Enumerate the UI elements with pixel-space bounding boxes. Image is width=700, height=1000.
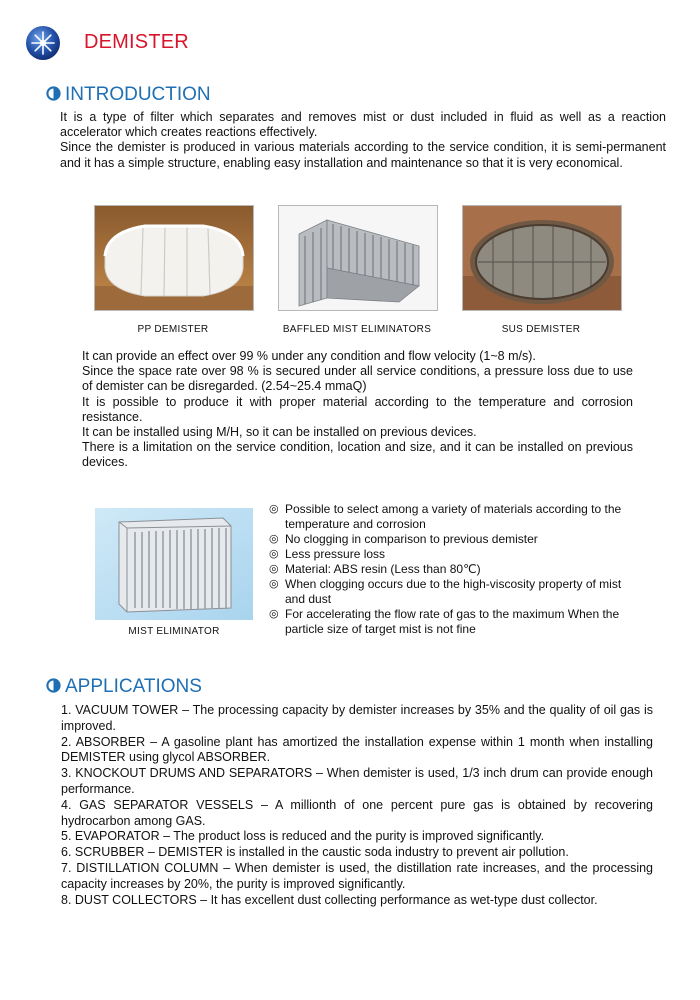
baffled-mist-eliminators-photo [278, 205, 438, 311]
feature-item [269, 562, 629, 577]
sus-demister-photo [462, 205, 622, 311]
application-item: 1. VACUUM TOWER – The processing capacity by demister increases by 35% and the quality of oil gas is improved. [61, 703, 653, 733]
application-item: 6. SCRUBBER – DEMISTER is installed in the caustic soda industry to prevent air pollution. [61, 845, 569, 860]
feature-text: No clogging in comparison to previous demister [285, 532, 538, 546]
benefits-text [82, 349, 633, 471]
application-item: 3. KNOCKOUT DRUMS AND SEPARATORS – When demister is used, 1/3 inch drum can provide enough performance. [61, 766, 653, 796]
feature-item [269, 502, 629, 532]
benefit-item: It can provide an effect over 99 % under any condition and flow velocity (1~8 m/s). [82, 349, 536, 363]
starburst-globe-icon [25, 25, 61, 61]
benefit-item: It is possible to produce it with proper material according to the temperature and corrosion resistance. [82, 394, 633, 424]
introduction-heading [46, 84, 211, 106]
application-item: 7. DISTILLATION COLUMN – When demister is used, the distillation rate increases, and the processing capacity increases by 20%, the purity is improved significantly. [61, 860, 653, 891]
double-circle-icon: ◎ [269, 563, 279, 575]
mist-eliminator-caption: MIST ELIMINATOR [128, 626, 220, 637]
benefit-item: Since the space rate over 98 % is secured under all service conditions, a pressure loss due to use of demister can be disregarded. (2.54~25.4 mmaQ) [82, 364, 633, 394]
feature-text: For accelerating the flow rate of gas to the maximum When the particle size of target mist is not fine [285, 607, 620, 636]
applications-heading [46, 676, 202, 698]
double-circle-icon: ◎ [269, 548, 279, 560]
application-item: 8. DUST COLLECTORS – It has excellent dust collecting performance as wet-type dust collector. [61, 892, 598, 907]
feature-item [269, 607, 629, 637]
mist-eliminator-features [269, 502, 629, 637]
feature-item [269, 547, 629, 562]
product-caption: SUS DEMISTER [501, 324, 581, 335]
mist-eliminator-photo [95, 508, 253, 620]
double-circle-icon: ◎ [269, 503, 279, 515]
page-title: DEMISTER [84, 31, 189, 53]
application-item: 2. ABSORBER – A gasoline plant has amortized the installation expense within 1 month when installing DEMISTER using glycol ABSORBER. [61, 734, 653, 765]
feature-text: Less pressure loss [285, 547, 386, 561]
half-circle-icon [46, 678, 61, 693]
applications-heading-text: APPLICATIONS [65, 676, 202, 697]
applications-list [61, 703, 653, 908]
benefit-item: It can be installed using M/H, so it can be installed on previous devices. [82, 425, 477, 440]
product-caption: BAFFLED MIST ELIMINATORS [282, 324, 432, 335]
feature-text: When clogging occurs due to the high-viscosity property of mist and dust [285, 577, 622, 606]
feature-item [269, 577, 629, 607]
intro-paragraph: It is a type of filter which separates and removes mist or dust included in fluid as well as a reaction accelerator which creates reactions effectively. [60, 110, 666, 140]
application-item: 5. EVAPORATOR – The product loss is reduced and the purity is improved significantly. [61, 829, 545, 844]
product-caption: PP DEMISTER [137, 324, 209, 335]
benefit-item: There is a limitation on the service condition, location and size, and it can be installed on previous devices. [82, 440, 633, 470]
feature-text: Possible to select among a variety of materials according to the temperature and corrosion [285, 502, 622, 531]
feature-item [269, 532, 629, 547]
double-circle-icon: ◎ [269, 608, 279, 620]
double-circle-icon: ◎ [269, 533, 279, 545]
introduction-heading-text: INTRODUCTION [65, 84, 211, 105]
application-item: 4. GAS SEPARATOR VESSELS – A millionth of one percent pure gas is obtained by recovering hydrocarbon among GAS. [61, 797, 653, 828]
pp-demister-photo [94, 205, 254, 311]
half-circle-icon [46, 86, 61, 101]
introduction-text [60, 110, 666, 171]
feature-text: Material: ABS resin (Less than 80℃) [285, 562, 481, 576]
double-circle-icon: ◎ [269, 578, 279, 590]
intro-paragraph: Since the demister is produced in various materials according to the service condition, it is semi-permanent and it has a simple structure, enabling easy installation and maintenance so that it is very economical. [60, 140, 666, 170]
